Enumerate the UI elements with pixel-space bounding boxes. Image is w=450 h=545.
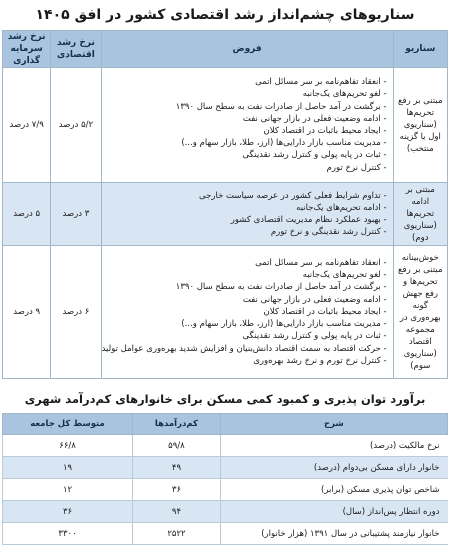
- assumption-item: - کنترل نرخ تورم: [102, 162, 387, 174]
- scenario-row: [3, 246, 448, 379]
- assumption-item: - کنترل نرخ تورم و نرخ رشد بهره‌وری: [102, 355, 387, 367]
- assumption-item: - لغو تحریم‌های یک‌جانبه: [102, 88, 387, 100]
- assumption-item: - کنترل رشد نقدینگی و نرخ تورم: [102, 226, 387, 238]
- investment-rate: ۹ درصد: [3, 246, 51, 379]
- header-society-avg: متوسط کل جامعه: [3, 414, 133, 435]
- assumption-item: - ادامه تحریم‌های یک‌جانبه: [102, 202, 387, 214]
- header-scenario: سناریو: [393, 31, 447, 68]
- assumption-item: - تداوم شرایط فعلی کشور در عرصه سیاست خارجی: [102, 190, 387, 202]
- scenario-name: خوش‌بینانه مبتنی بر رفع تحریم‌ها و رفع جهش گونه بهره‌وری در مجموعه اقتصاد (سناریوی سوم): [393, 246, 447, 379]
- housing-description: نرخ مالکیت (درصد): [220, 435, 447, 457]
- investment-rate: ۷/۹ درصد: [3, 68, 51, 183]
- assumption-item: - ادامه وضعیت فعلی در بازار جهانی نفت: [102, 113, 387, 125]
- growth-rate: ۵/۲ درصد: [51, 68, 101, 183]
- assumption-item: - انعقاد تفاهم‌نامه بر سر مسائل اتمی: [102, 76, 387, 88]
- housing-description: دوره انتظار پس‌انداز (سال): [220, 501, 447, 523]
- growth-rate: ۶ درصد: [51, 246, 101, 379]
- assumption-item: - ایجاد محیط باثبات در اقتصاد کلان: [102, 306, 387, 318]
- housing-description: خانوار نیازمند پشتیبانی در سال ۱۳۹۱ (هزار خانوار): [220, 523, 447, 545]
- assumption-item: - انعقاد تفاهم‌نامه بر سر مسائل اتمی: [102, 257, 387, 269]
- assumption-item: - برگشت در آمد حاصل از صادرات نفت به سطح سال ۱۳۹۰: [102, 101, 387, 113]
- scenarios-header-row: [3, 31, 448, 68]
- low-income-value: ۴۹: [133, 457, 221, 479]
- society-avg-value: ۱۹: [3, 457, 133, 479]
- assumption-item: - لغو تحریم‌های یک‌جانبه: [102, 269, 387, 281]
- assumption-item: - ثبات در پایه پولی و کنترل رشد نقدینگی: [102, 330, 387, 342]
- scenario-row: [3, 183, 448, 246]
- header-investment: نرخ رشد سرمایه گذاری: [3, 31, 51, 68]
- header-assumptions: فروض: [101, 31, 393, 68]
- housing-row: [3, 479, 448, 501]
- housing-table: [2, 413, 448, 545]
- assumption-item: - ایجاد محیط باثبات در اقتصاد کلان: [102, 125, 387, 137]
- scenario-name: مبتنی بر رفع تحریم‌ها (سناریوی اول یا گزینه منتخب): [393, 68, 447, 183]
- scenario-name: مبتنی بر ادامه تحریم‌ها (سناریوی دوم): [393, 183, 447, 246]
- housing-description: خانوار دارای مسکن بی‌دوام (درصد): [220, 457, 447, 479]
- housing-header-row: [3, 414, 448, 435]
- low-income-value: ۵۹/۸: [133, 435, 221, 457]
- assumption-item: - حرکت اقتصاد به سمت اقتصاد دانش‌بنیان و افزایش شدید بهره‌وری عوامل تولید: [102, 343, 387, 355]
- housing-row: [3, 523, 448, 545]
- page-title: سناریوهای چشم‌انداز رشد اقتصادی کشور در افق ۱۴۰۵: [35, 7, 415, 23]
- housing-section-title: برآورد توان پذیری و کمبود کمی مسکن برای خانوارهای کم‌درآمد شهری: [24, 392, 426, 406]
- housing-row: [3, 501, 448, 523]
- society-avg-value: ۶۶/۸: [3, 435, 133, 457]
- scenario-assumptions: [101, 246, 393, 379]
- low-income-value: ۹۴: [133, 501, 221, 523]
- header-low-income: کم‌درآمدها: [133, 414, 221, 435]
- low-income-value: ۲۵۲۲: [133, 523, 221, 545]
- scenario-assumptions: [101, 183, 393, 246]
- scenario-row: [3, 68, 448, 183]
- society-avg-value: ۳۳۰۰: [3, 523, 133, 545]
- assumption-item: - ثبات در پایه پولی و کنترل رشد نقدینگی: [102, 149, 387, 161]
- header-growth: نرخ رشد اقتصادی: [51, 31, 101, 68]
- scenarios-table: [2, 30, 448, 379]
- housing-row: [3, 435, 448, 457]
- assumption-item: - برگشت در آمد حاصل از صادرات نفت به سطح سال ۱۳۹۰: [102, 281, 387, 293]
- assumption-item: - ادامه وضعیت فعلی در بازار جهانی نفت: [102, 294, 387, 306]
- assumption-item: - مدیریت مناسب بازار دارایی‌ها (ارز، طلا، بازار سهام و...): [102, 318, 387, 330]
- society-avg-value: ۳۶: [3, 501, 133, 523]
- housing-description: شاخص توان پذیری مسکن (برابر): [220, 479, 447, 501]
- society-avg-value: ۱۲: [3, 479, 133, 501]
- growth-rate: ۳ درصد: [51, 183, 101, 246]
- housing-row: [3, 457, 448, 479]
- header-description: شرح: [220, 414, 447, 435]
- assumption-item: - مدیریت مناسب بازار دارایی‌ها (ارز، طلا، بازار سهام و...): [102, 137, 387, 149]
- scenario-assumptions: [101, 68, 393, 183]
- investment-rate: ۵ درصد: [3, 183, 51, 246]
- low-income-value: ۳۶: [133, 479, 221, 501]
- assumption-item: - بهبود عملکرد نظام مدیریت اقتصادی کشور: [102, 214, 387, 226]
